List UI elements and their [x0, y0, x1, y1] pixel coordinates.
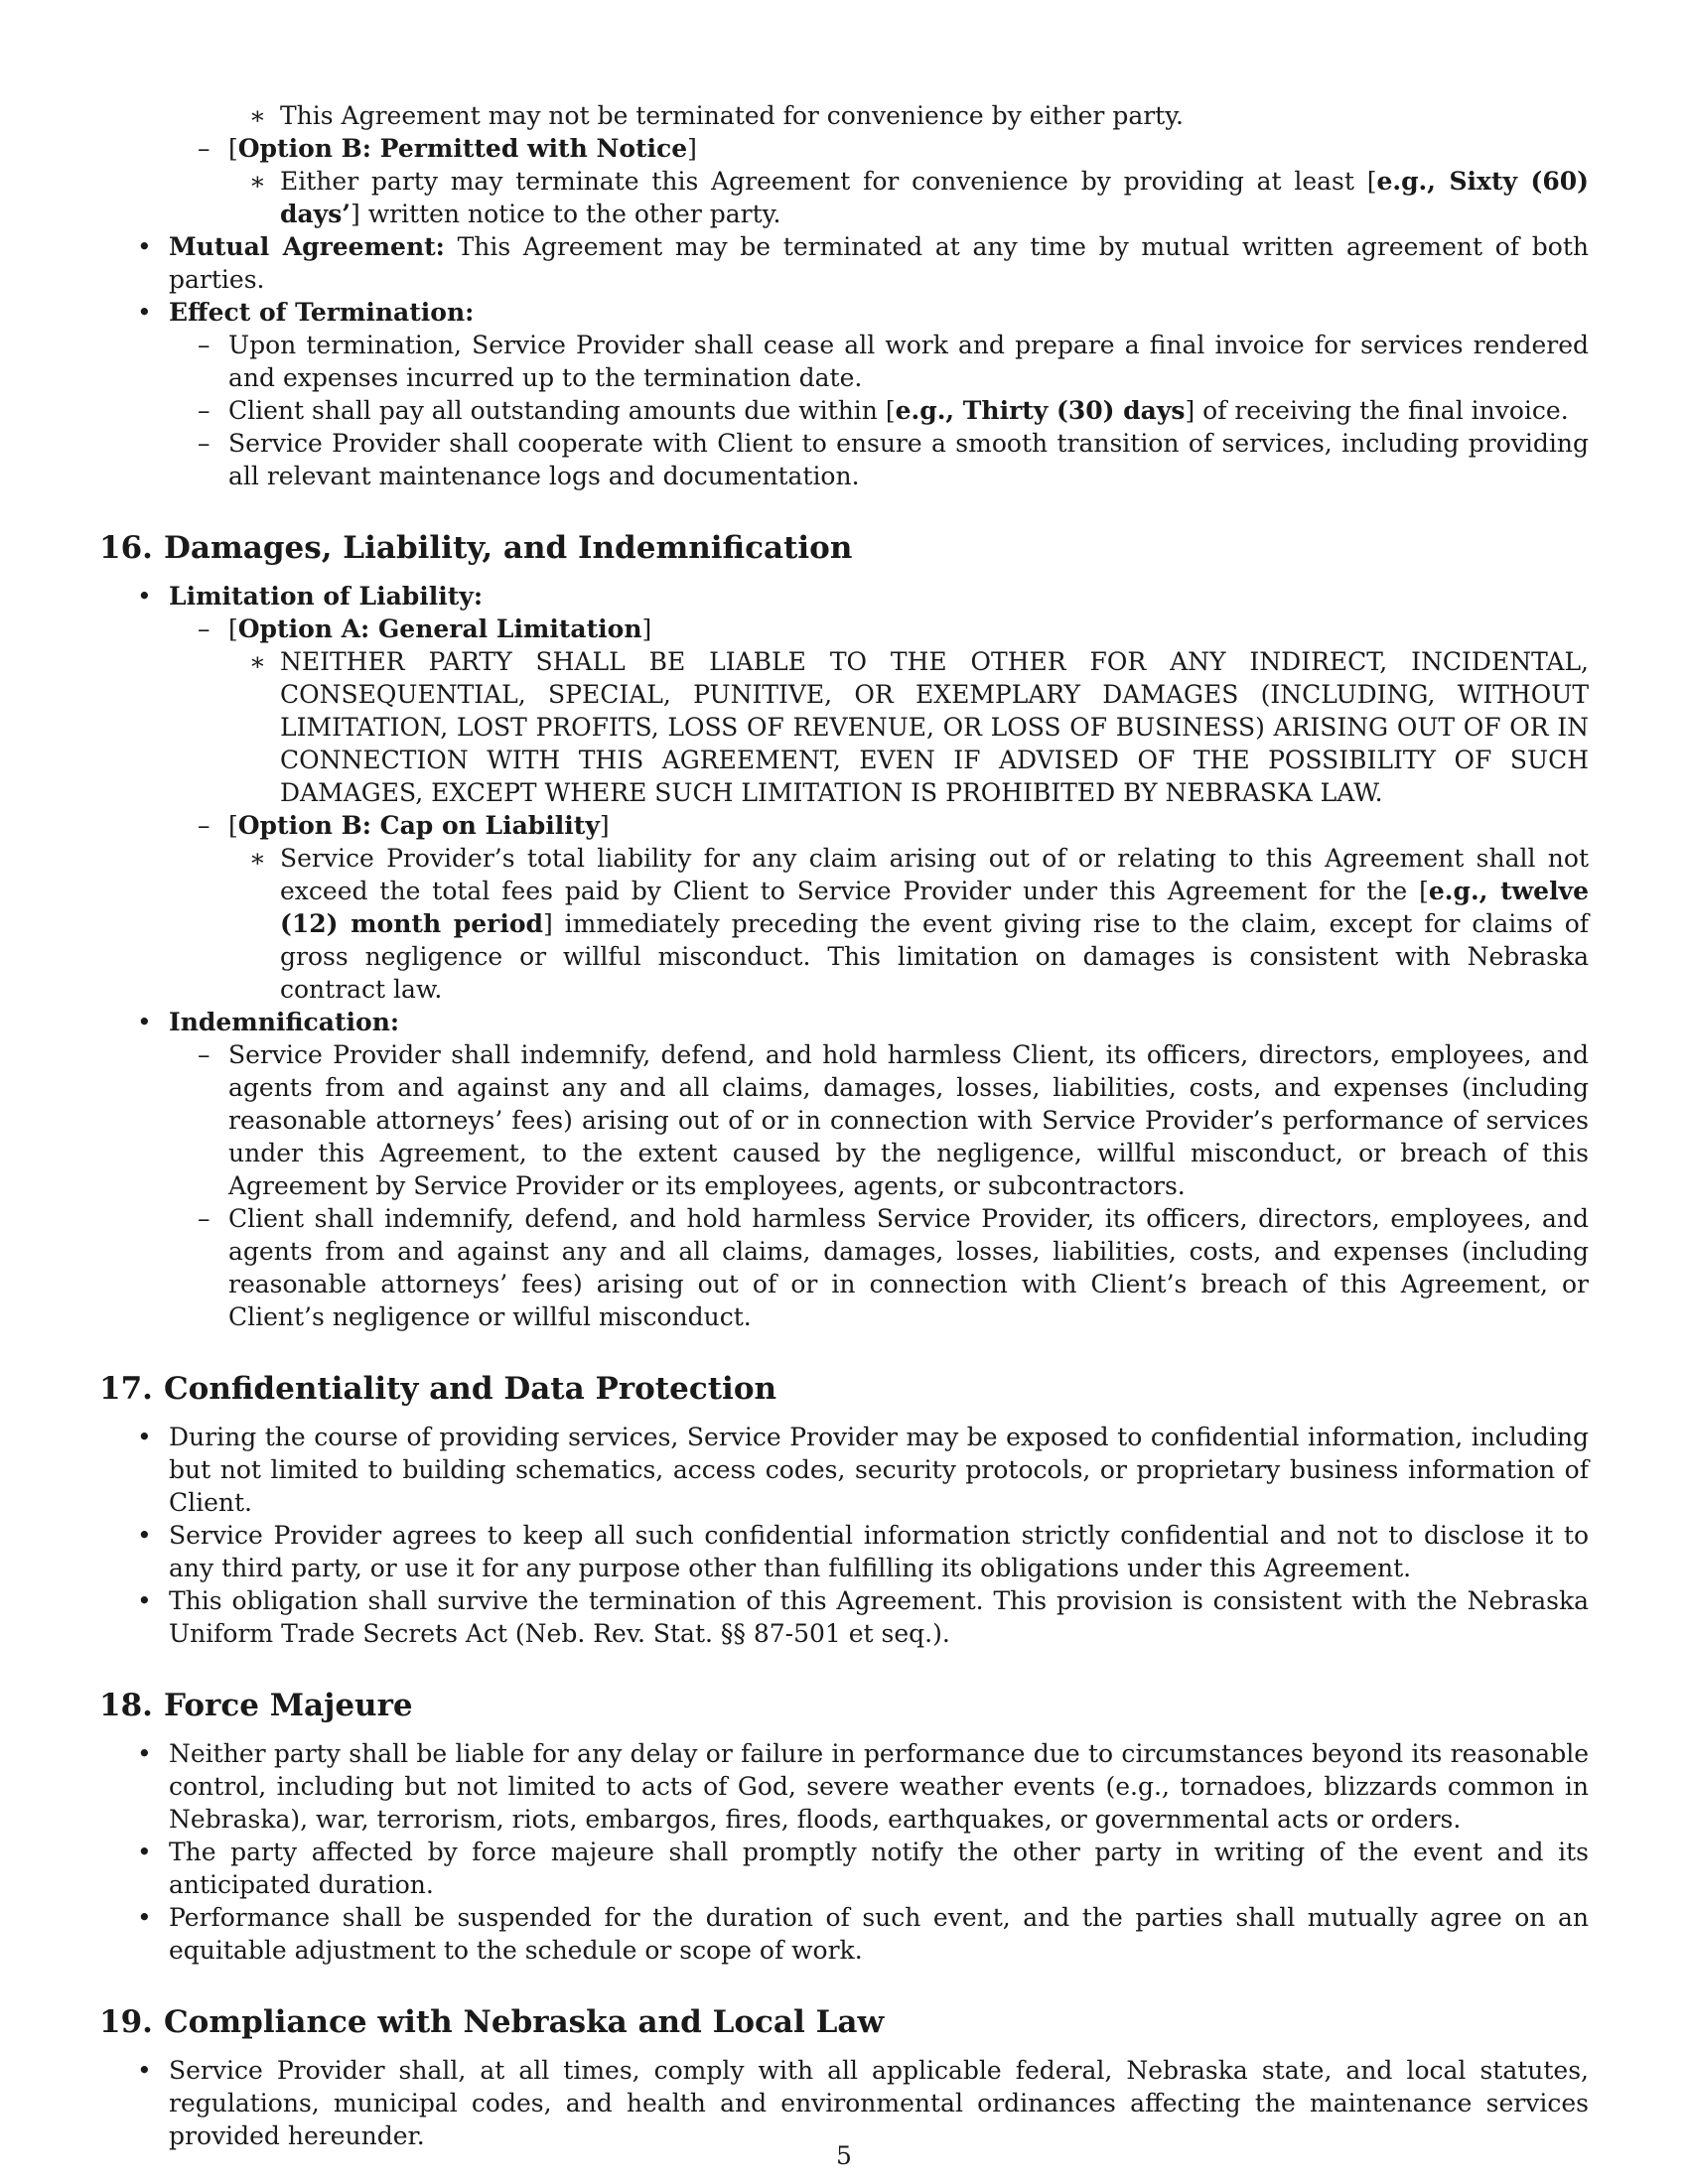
option-title: Option B: Cap on Liability [237, 811, 600, 840]
option-title: Option A: General Limitation [237, 614, 642, 643]
section-title: Force Majeure [164, 1688, 413, 1723]
mutual-agreement-item [99, 230, 1589, 296]
list-item [99, 1584, 1589, 1650]
section-19-heading [99, 2002, 1589, 2042]
indemnification-item [99, 1202, 1589, 1333]
list-item [99, 1519, 1589, 1584]
section-number: 18. [99, 1688, 153, 1723]
star-marker: ∗ [249, 647, 266, 676]
page-number: 5 [836, 2141, 852, 2170]
dash-marker: – [198, 1040, 211, 1069]
option-emphasis: e.g., Sixty (60) days’ [280, 167, 1589, 228]
termination-option-b-heading: – [Option B: Permitted with Notice] [198, 134, 697, 163]
section-title: Confidentiality and Data Protection [164, 1371, 777, 1407]
page-content [99, 99, 1589, 2152]
bullet-marker: • [137, 582, 152, 611]
item-text: Service Provider shall cooperate with Client to ensure a smooth transition of services, including providing all relevant maintenance logs and documentation. [228, 429, 1589, 490]
list-item [99, 1737, 1589, 1836]
bullet-marker: • [137, 1423, 152, 1451]
option-title: Option B: Permitted with Notice [237, 134, 688, 163]
option-text: This Agreement may not be terminated for convenience by either party. [280, 101, 1184, 130]
bullet-marker: • [137, 1838, 152, 1866]
section-17-heading [99, 1369, 1589, 1409]
item-text: Service Provider shall, at all times, comply with all applicable federal, Nebraska state, and local statutes, regulations, municipal codes, and health and environmental ordinances affecting the maintenance services provided hereunder. [169, 2056, 1589, 2150]
item-emphasis: e.g., Thirty (30) days [895, 396, 1186, 425]
effect-item: – Client shall pay all outstanding amounts due within [e.g., Thirty (30) days] of receiving the final invoice. [198, 396, 1569, 425]
liability-option-a-heading: – [Option A: General Limitation] [198, 614, 652, 643]
list-item [99, 1836, 1589, 1901]
dash-marker: – [198, 429, 211, 458]
option-text-continued: written notice to the other party. [367, 200, 781, 228]
section-number: 19. [99, 2004, 153, 2040]
bullet-marker: • [137, 1521, 152, 1550]
section-title: Compliance with Nebraska and Local Law [164, 2004, 885, 2040]
option-text: NEITHER PARTY SHALL BE LIABLE TO THE OTHER FOR ANY INDIRECT, INCIDENTAL, CONSEQUENTIAL, SPECIAL, PUNITIVE, OR EXEMPLARY DAMAGES (INCLUDING, WITHOUT LIMITATION, LOST PROFITS, LOSS OF REVENUE, OR LOSS OF BUSINESS) ARISING OUT OF OR IN CONNECTION WITH THIS AGREEMENT, EVEN IF ADVISED OF THE POSSIBILITY OF SUCH DAMAGES, EXCEPT WHERE SUCH LIMITATION IS PROHIBITED BY NEBRASKA LAW. [280, 647, 1589, 807]
option-emphasis: e.g., twelve (12) month period [280, 877, 1589, 938]
star-marker: ∗ [249, 101, 266, 130]
effect-item [99, 427, 1589, 492]
bullet-marker: • [137, 232, 152, 261]
option-text-continued: immediately preceding the event giving rise to the claim, except for claims of gross negligence or willful misconduct. This limitation on damages is consistent with Nebraska contract law. [280, 909, 1590, 1004]
liability-option-a-item [99, 645, 1589, 809]
item-text: Service Provider shall indemnify, defend, and hold harmless Client, its officers, directors, employees, and agents from and against any and all claims, damages, losses, liabilities, costs, and expenses (including reasonable attorneys’ fees) arising out of or in connection with Service Provider’s performance of services under this Agreement, to the extent caused by the negligence, willful misconduct, or breach of this Agreement by Service Provider or its employees, agents, or subcontractors. [228, 1040, 1589, 1200]
dash-marker: – [198, 811, 211, 840]
item-text: This obligation shall survive the termination of this Agreement. This provision is consistent with the Nebraska Uniform Trade Secrets Act (Neb. Rev. Stat. §§ 87-501 et seq.). [169, 1586, 1589, 1648]
termination-option-b-item: ∗ Either party may terminate this Agreement for convenience by providing at least [e.g., Sixty (60) days’] written notice to the other party. [249, 167, 1589, 228]
effect-item [99, 329, 1589, 394]
limitation-of-liability-heading [99, 580, 1589, 613]
item-text: Neither party shall be liable for any delay or failure in performance due to circumstances beyond its reasonable control, including but not limited to acts of God, severe weather events (e.g., tornadoes, blizzards common in Nebraska), war, terrorism, riots, embargos, fires, floods, earthquakes, or governmental acts or orders. [169, 1739, 1589, 1834]
effect-of-termination-heading [99, 296, 1589, 329]
item-text: Performance shall be suspended for the duration of such event, and the parties shall mutually agree on an equitable adjustment to the schedule or scope of work. [169, 1903, 1589, 1965]
item-text: During the course of providing services, Service Provider may be exposed to confidential information, including but not limited to building schematics, access codes, security protocols, or proprietary business information of Client. [169, 1423, 1589, 1517]
item-text: Upon termination, Service Provider shall cease all work and prepare a final invoice for services rendered and expenses incurred up to the termination date. [228, 331, 1589, 392]
bullet-marker: • [137, 1903, 152, 1932]
item-text: Service Provider agrees to keep all such confidential information strictly confidential and not to disclose it to any third party, or use it for any purpose other than fulfilling its obligations under this Agreement. [169, 1521, 1589, 1582]
star-marker: ∗ [249, 167, 266, 196]
item-text: Client shall pay all outstanding amounts due within [228, 396, 878, 425]
dash-marker: – [198, 396, 211, 425]
bullet-marker: • [137, 2056, 152, 2085]
dash-marker: – [198, 614, 211, 643]
list-item [99, 1421, 1589, 1519]
option-text: Either party may terminate this Agreement for convenience by providing at least [280, 167, 1354, 196]
option-text: Service Provider’s total liability for any claim arising out of or relating to this Agreement shall not exceed the total fees paid by Client to Service Provider under this Agreement for the [280, 844, 1589, 905]
bullet-marker: • [137, 1008, 152, 1036]
section-number: 17. [99, 1371, 153, 1407]
item-title: Limitation of Liability: [169, 582, 484, 611]
section-16-heading [99, 528, 1589, 568]
liability-option-b-item: ∗ Service Provider’s total liability for any claim arising out of or relating to this Agreement shall not exceed the total fees paid by Client to Service Provider under this Agreement for the [e.g., twelve (12) month period] immediately preceding the event giving rise to the claim, except for claims of gross negligence or willful misconduct. This limitation on damages is consistent with Nebraska contract law. [249, 844, 1590, 1004]
item-title: Mutual Agreement: [169, 232, 445, 261]
indemnification-item [99, 1038, 1589, 1202]
item-title: Effect of Termination: [169, 298, 475, 327]
termination-option-a-item [99, 99, 1589, 132]
dash-marker: – [198, 134, 211, 163]
dash-marker: – [198, 331, 211, 359]
item-text: This Agreement may be terminated at any time by mutual written agreement of both parties. [169, 232, 1589, 294]
indemnification-heading [99, 1006, 1589, 1038]
bullet-marker: • [137, 1586, 152, 1615]
item-text: The party affected by force majeure shall promptly notify the other party in writing of the event and its anticipated duration. [169, 1838, 1589, 1899]
list-item [99, 1901, 1589, 1967]
bullet-marker: • [137, 298, 152, 327]
section-title: Damages, Liability, and Indemnification [164, 530, 853, 566]
bullet-marker: • [137, 1739, 152, 1768]
list-item [99, 2054, 1589, 2152]
item-text-continued: of receiving the final invoice. [1202, 396, 1569, 425]
item-title: Indemnification: [169, 1008, 400, 1036]
section-number: 16. [99, 530, 153, 566]
item-text: Client shall indemnify, defend, and hold harmless Service Provider, its officers, directors, employees, and agents from and against any and all claims, damages, losses, liabilities, costs, and expenses (including reasonable attorneys’ fees) arising out of or in connection with Client’s breach of this Agreement, or Client’s negligence or willful misconduct. [228, 1204, 1589, 1331]
section-18-heading [99, 1686, 1589, 1725]
star-marker: ∗ [249, 844, 266, 873]
dash-marker: – [198, 1204, 211, 1233]
liability-option-b-heading: – [Option B: Cap on Liability] [198, 811, 610, 840]
